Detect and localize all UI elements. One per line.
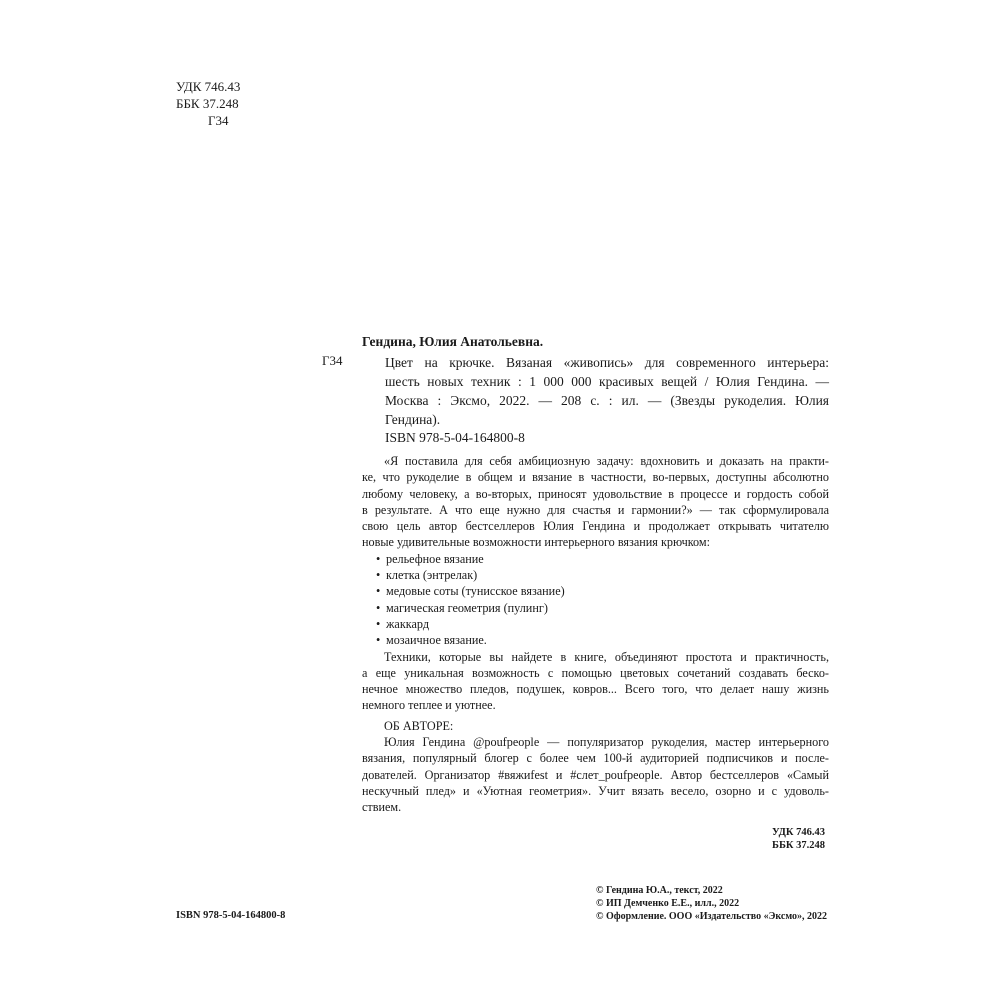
annotation-line: немного теплее и уютнее.: [362, 698, 496, 713]
about-heading: ОБ АВТОРЕ:: [384, 718, 454, 733]
biblio-line: Цвет на крючке. Вязаная «живопись» для современного интерьера:: [385, 355, 829, 370]
about-line: Юлия Гендина @poufpeople — популяризатор рукоделия, мастер интерьерного: [384, 735, 829, 750]
footer-isbn: ISBN 978-5-04-164800-8: [176, 910, 286, 921]
about-line: дователей. Организатор #вяжиfest и #слет_poufpeople. Автор бестселлеров «Самый: [362, 767, 829, 782]
footer-bbk: ББК 37.248: [772, 840, 825, 851]
annotation-line: свою цель автор бестселлеров Юлия Гендина и продолжает открывать читателю: [362, 519, 829, 534]
biblio-line: шесть новых техник : 1 000 000 красивых вещей / Юлия Гендина. —: [385, 374, 829, 389]
bibliographic-description: [385, 353, 829, 429]
list-item: • медовые соты (тунисское вязание): [362, 583, 829, 599]
footer-classification: [772, 826, 825, 852]
biblio-line: Москва : Эксмо, 2022. — 208 с. : ил. — (Звезды рукоделия. Юлия: [385, 393, 829, 408]
annotation-line: ке, что рукоделие в общем и вязание в частности, во-первых, доступны абсолютно: [362, 470, 829, 485]
about-line: нескучный плед» и «Уютная геометрия». Учит вязать весело, озорно и с удоволь-: [362, 783, 829, 798]
annotation-line: любому человеку, а во-вторых, приносят удовольствие в процессе и гордость собой: [362, 486, 829, 501]
list-item: • магическая геометрия (пулинг): [362, 600, 829, 616]
udk-code: УДК 746.43: [176, 79, 241, 94]
annotation-line: нечное множество пледов, подушек, ковров... Всего того, что делает нашу жизнь: [362, 682, 829, 697]
annotation-line: «Я поставила для себя амбициозную задачу: вдохновить и доказать на практи-: [384, 454, 829, 468]
copyright-line: © Оформление. ООО «Издательство «Эксмо», 2022: [596, 911, 827, 922]
list-item: • жаккард: [362, 616, 829, 632]
list-item: • клетка (энтрелак): [362, 567, 829, 583]
footer-udk: УДК 746.43: [772, 827, 825, 838]
annotation-line: новые удивительные возможности интерьерного вязания крючком:: [362, 535, 710, 550]
isbn-entry: ISBN 978-5-04-164800-8: [385, 430, 525, 445]
author-mark: Г34: [208, 113, 229, 128]
biblio-line: Гендина).: [385, 412, 441, 427]
techniques-list: [362, 551, 829, 649]
annotation: [362, 453, 829, 816]
classification-block: [176, 78, 240, 129]
list-item: • рельефное вязание: [362, 551, 829, 567]
copyright-block: [596, 884, 827, 923]
about-line: вязания, популярный блогер с более чем 100-й аудиторией подписчиков и после-: [362, 751, 829, 766]
copyright-line: © Гендина Ю.А., текст, 2022: [596, 885, 723, 896]
author-heading: Гендина, Юлия Анатольевна.: [362, 334, 544, 349]
about-line: ствием.: [362, 800, 402, 815]
list-item: • мозаичное вязание.: [362, 632, 829, 648]
annotation-line: в результате. А что еще нужно для счастья и гармонии?» — так сформулировала: [362, 502, 829, 517]
annotation-line: Техники, которые вы найдете в книге, объединяют простота и практичность,: [384, 649, 829, 664]
bbk-code: ББК 37.248: [176, 96, 239, 111]
author-mark-side: Г34: [322, 353, 343, 368]
copyright-line: © ИП Демченко Е.Е., илл., 2022: [596, 898, 740, 909]
annotation-line: а еще уникальная возможность с помощью цветовых сочетаний создавать беско-: [362, 665, 829, 680]
